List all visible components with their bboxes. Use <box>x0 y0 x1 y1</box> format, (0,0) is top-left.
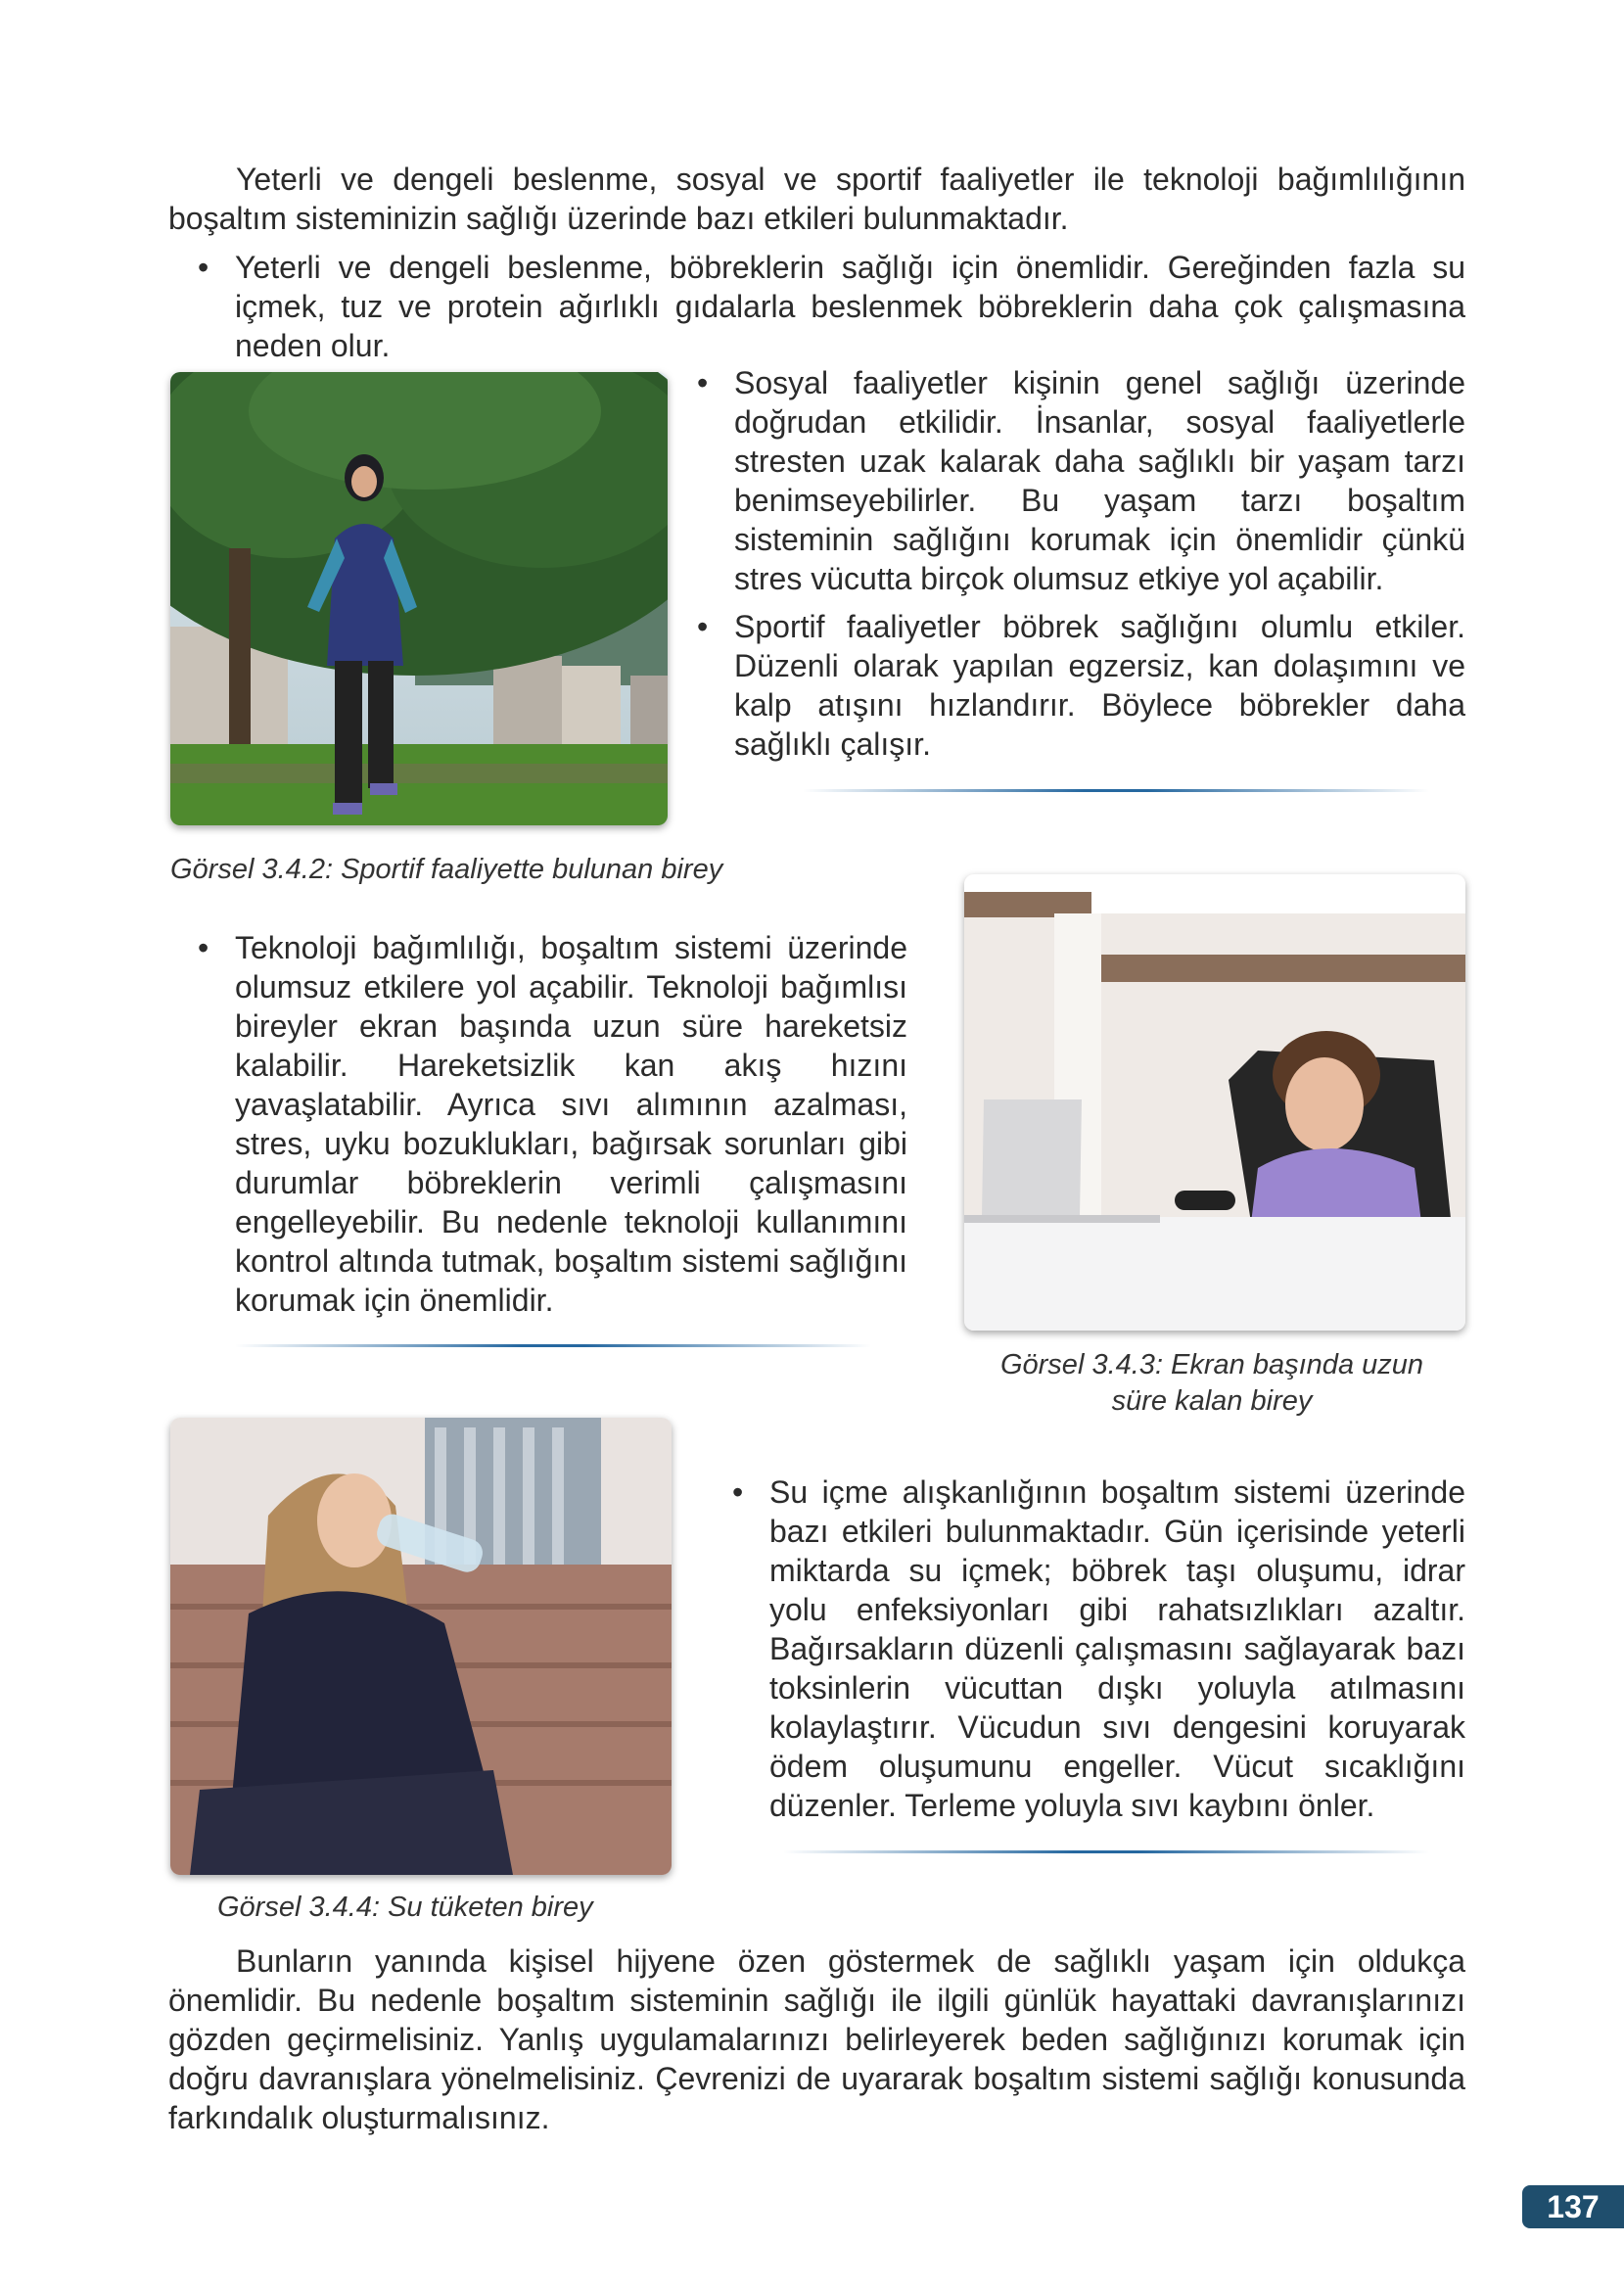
bullet-list-technology <box>198 928 907 1329</box>
bullet-water: • Su içme alışkanlığının boşaltım sistemi üzerinde bazı etkileri bulunmaktadır. Gün içerisinde yeterli miktarda su içmek; böbrek taşı oluşumu, idrar yolu enfeksiyonları gibi rahatsızlıkları azaltır. Bağırsakların düzenli çalışmasını sağlayarak bazı toksinlerin vücuttan dışkı yoluyla atılmasını kolaylaştırır. Vücudun sıvı dengesini koruyarak ödem oluşumunu engeller. Vücut sıcaklığını düzenler. Terleme yoluyla sıvı kaybını önler. <box>732 1474 1465 1823</box>
page-number: 137 <box>1522 2185 1624 2228</box>
bullet-list-social-sport <box>697 363 1465 772</box>
caption-fig-3-4-2: Görsel 3.4.2: Sportif faaliyette bulunan birey <box>170 854 723 885</box>
divider-line <box>783 1850 1429 1853</box>
bullet-social: • Sosyal faaliyetler kişinin genel sağlığı üzerinde doğrudan etkilidir. İnsanlar, sosyal faaliyetlerle stresten uzak kalarak daha sağlıklı bir yaşam tarzı benimseyebilirler. Bu yaşam tarzı boşaltım sisteminin sağlığını korumak için önemlidir çünkü stres vücutta birçok olumsuz etkiye yol açabilir. <box>697 365 1465 596</box>
boy-gaming-photo <box>964 874 1465 1331</box>
bullet-list-nutrition <box>198 248 1465 374</box>
caption-fig-3-4-4: Görsel 3.4.4: Su tüketen birey <box>217 1892 593 1923</box>
bullet-technology: • Teknoloji bağımlılığı, boşaltım sistemi üzerinde olumsuz etkilere yol açabilir. Teknoloji bağımlısı bireyler ekran başında uzun süre hareketsiz kalabilir. Hareketsizlik kan akış hızını yavaşlatabilir. Ayrıca sıvı alımının azalması, stres, uyku bozuklukları, bağırsak sorunları gibi durumlar böbreklerin verimli çalışmasını engelleyebilir. Bu nedenle teknoloji kullanımını kontrol altında tutmak, boşaltım sistemi sağlığını korumak için önemlidir. <box>198 930 907 1318</box>
woman-jogging-photo <box>170 372 668 825</box>
bullet-sport: • Sportif faaliyetler böbrek sağlığını olumlu etkiler. Düzenli olarak yapılan egzersiz, kan dolaşımını ve kalp atışını hızlandırır. Böylece böbrekler daha sağlıklı çalışır. <box>697 609 1465 762</box>
closing-paragraph: Bunların yanında kişisel hijyene özen göstermek de sağlıklı yaşam için oldukça önemlidir. Bu nedenle boşaltım sisteminin sağlığı ile ilgili günlük hayattaki davranışlarınızı gözden geçirmelisiniz. Yanlış uygulamalarınızı belirleyerek beden sağlığınızı korumak için doğru davranışlara yönelmelisiniz. Çevrenizi de uyararak boşaltım sistemi sağlığı konusunda farkındalık oluşturmalısınız. <box>168 1943 1465 2135</box>
divider-line <box>235 1344 871 1347</box>
intro-paragraph: Yeterli ve dengeli beslenme, sosyal ve sportif faaliyetler ile teknoloji bağımlılığının boşaltım sisteminizin sağlığı üzerinde bazı etkileri bulunmaktadır. <box>168 162 1465 236</box>
bullet-dot: • <box>732 1474 744 1510</box>
bullet-dot: • <box>198 930 209 965</box>
bullet-nutrition: • Yeterli ve dengeli beslenme, böbreklerin sağlığı için önemlidir. Gereğinden fazla su içmek, tuz ve protein ağırlıklı gıdalarla beslenmek böbreklerin daha çok çalışmasına neden olur. <box>198 250 1465 363</box>
bullet-dot: • <box>198 250 209 285</box>
caption-fig-3-4-3: Görsel 3.4.3: Ekran başında uzun süre kalan birey <box>999 1349 1424 1417</box>
bullet-dot: • <box>697 365 709 400</box>
bullet-list-water <box>732 1473 1465 1834</box>
divider-line <box>803 789 1429 792</box>
bullet-dot: • <box>697 609 709 644</box>
girl-drinking-water-photo <box>170 1418 672 1875</box>
